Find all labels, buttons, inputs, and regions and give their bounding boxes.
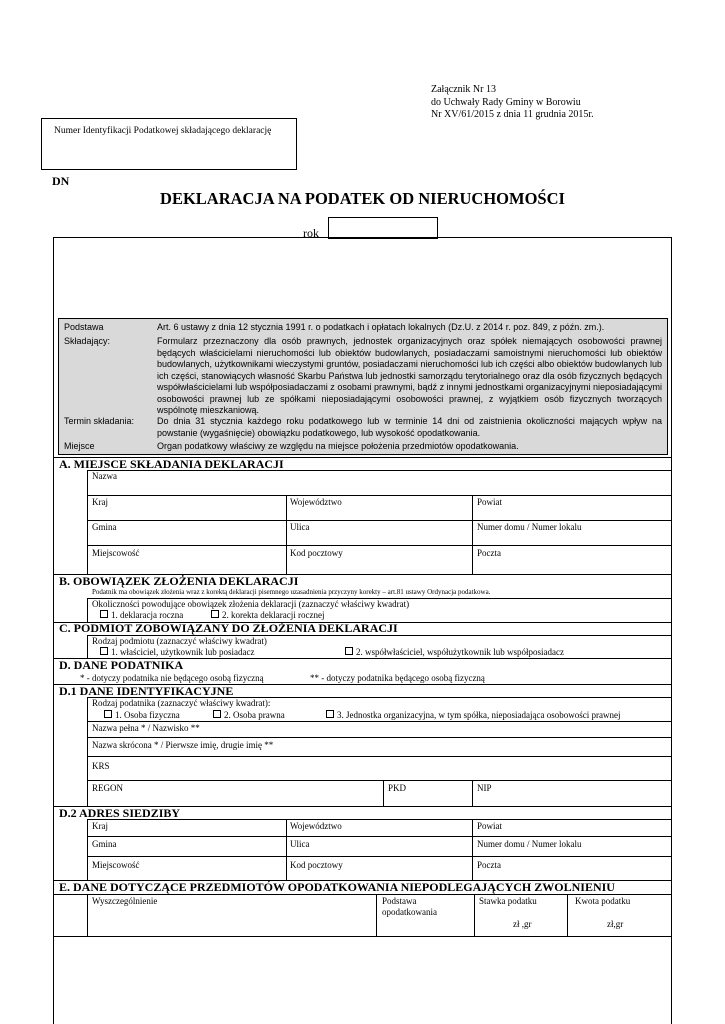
info-box: [58, 318, 668, 455]
c-option-2-label: 2. współwłaściciel, współużytkownik lub współposiadacz: [356, 647, 564, 657]
nip-field[interactable]: [41, 118, 297, 170]
d1-nazwa-pelna-label: Nazwa pełna * / Nazwisko **: [92, 723, 200, 733]
d1-rodzaj-label: Rodzaj podatnika (zaznaczyć właściwy kwadrat):: [92, 698, 271, 708]
c-option-2[interactable]: [345, 647, 564, 657]
d1-pkd-label: PKD: [388, 783, 407, 793]
checkbox-icon[interactable]: [345, 647, 353, 655]
d2-poczta-label: Poczta: [477, 860, 501, 870]
d1-regon-label: REGON: [92, 783, 123, 793]
e-col-opodatkowania: opodatkowania: [382, 907, 437, 917]
d2-ulica-label: Ulica: [290, 839, 310, 849]
d1-nazwa-skrocona-label: Nazwa skrócona * / Pierwsze imię, drugie imię **: [92, 740, 274, 750]
a-gmina-label: Gmina: [92, 522, 117, 532]
a-powiat-label: Powiat: [477, 497, 503, 507]
e-col-stawka: Stawka podatku: [479, 896, 537, 906]
a-miejscowosc-label: Miejscowość: [92, 548, 140, 558]
miejsce-label: Miejsce: [64, 441, 95, 451]
c-option-1[interactable]: [100, 647, 254, 657]
d2-kod-label: Kod pocztowy: [290, 860, 343, 870]
termin-text: Do dnia 31 stycznia każdego roku podatkowego lub w terminie 14 dni od zaistnienia okoliczności mających wpływ na powstanie (wygaśnięcie) obowiązku podatkowego, lub wysokość opodatkowania.: [157, 416, 662, 438]
form-title: DEKLARACJA NA PODATEK OD NIERUCHOMOŚCI: [160, 189, 565, 208]
checkbox-icon[interactable]: [100, 647, 108, 655]
d2-nr-domu-label: Numer domu / Numer lokalu: [477, 839, 582, 849]
skladajacy-text: Formularz przeznaczony dla osób prawnych, jednostek organizacyjnych oraz spółek niemających osobowości prawnej będących właścicielami nieruchomości lub obiektów budowlanych, posiadaczami samoistnymi nieruchomości lub obiektów budowlanych, użytkownikami wieczystymi gruntów, posiadaczami nieruchomości lub ich części albo obiektów budowlanych lub ich części, stanowiących własność Skarbu Państwa lub jednostki samorządu terytorialnego oraz dla osób fizycznych będących współwłaścicielami lub współposiadaczami z osobami prawnymi, bądź z innymi jednostkami organizacyjnymi nieposiadającymi osobowości prawnej lub ze spółkami nieposiadającymi osobowości prawnej, z wyjątkiem osób fizycznych tworzących wspólnotę mieszkaniową.: [157, 336, 662, 415]
a-ulica-label: Ulica: [290, 522, 310, 532]
podstawa-text: Art. 6 ustawy z dnia 12 stycznia 1991 r. o podatkach i opłatach lokalnych (Dz.U. z 2014 r. poz. 849, z późn. zm.).: [157, 322, 605, 332]
d1-option-3-label: 3. Jednostka organizacyjna, w tym spółka, nieposiadająca osobowości prawnej: [337, 710, 621, 720]
checkbox-icon[interactable]: [211, 610, 219, 618]
skladajacy-label: Składający:: [64, 336, 111, 346]
e-col-kwota-unit: zł,gr: [607, 919, 624, 929]
form-code: DN: [52, 174, 70, 188]
d1-option-2-label: 2. Osoba prawna: [224, 710, 285, 720]
d2-kraj-label: Kraj: [92, 821, 108, 831]
d2-powiat-label: Powiat: [477, 821, 503, 831]
b-option-2-label: 2. korekta deklaracji rocznej: [222, 610, 325, 620]
a-nazwa-label: Nazwa: [92, 471, 117, 481]
e-col-kwota: Kwota podatku: [575, 896, 631, 906]
d2-wojewodztwo-label: Województwo: [290, 821, 342, 831]
c-label: Rodzaj podmiotu (zaznaczyć właściwy kwadrat): [92, 636, 267, 646]
checkbox-icon[interactable]: [326, 710, 334, 718]
d2-miejscowosc-label: Miejscowość: [92, 860, 140, 870]
b-option-2[interactable]: [211, 610, 324, 620]
e-col-wyszczegolnienie: Wyszczególnienie: [92, 896, 158, 906]
year-field[interactable]: [328, 217, 438, 239]
b-option-1[interactable]: [100, 610, 183, 620]
d1-option-1[interactable]: [104, 710, 180, 720]
section-d1-title: D.1 DANE IDENTYFIKACYJNE: [59, 684, 234, 698]
d1-option-3[interactable]: [326, 710, 621, 720]
attachment-line-2: do Uchwały Rady Gminy w Borowiu: [431, 96, 581, 108]
b-option-1-label: 1. deklaracja roczna: [111, 610, 184, 620]
b-note: Podatnik ma obowiązek złożenia wraz z korektą deklaracji pisemnego uzasadnienia przyczyny korekty – art.81 ustawy Ordynacja podatkowa.: [92, 588, 491, 596]
section-c-title: C. PODMIOT ZOBOWIĄZANY DO ZŁOŻENIA DEKLARACJI: [59, 621, 398, 635]
section-a-title: A. MIEJSCE SKŁADANIA DEKLARACJI: [59, 457, 284, 471]
a-wojewodztwo-label: Województwo: [290, 497, 342, 507]
section-d-title: D. DANE PODATNIKA: [59, 658, 184, 672]
c-option-1-label: 1. właściciel, użytkownik lub posiadacz: [111, 647, 255, 657]
attachment-line-1: Załącznik Nr 13: [431, 84, 496, 95]
d1-krs-label: KRS: [92, 761, 110, 771]
miejsce-text: Organ podatkowy właściwy ze względu na miejsce położenia przedmiotów opodatkowania.: [157, 441, 519, 451]
a-nr-domu-label: Numer domu / Numer lokalu: [477, 522, 582, 532]
attachment-note: [431, 84, 594, 122]
d2-gmina-label: Gmina: [92, 839, 117, 849]
e-col-podstawa: Podstawa: [382, 896, 417, 906]
podstawa-label: Podstawa: [64, 322, 104, 332]
checkbox-icon[interactable]: [100, 610, 108, 618]
attachment-line-3: Nr XV/61/2015 z dnia 11 grudnia 2015r.: [431, 109, 594, 120]
section-e-title: E. DANE DOTYCZĄCE PRZEDMIOTÓW OPODATKOWANIA NIEPODLEGAJĄCYCH ZWOLNIENIU: [59, 880, 615, 894]
a-poczta-label: Poczta: [477, 548, 501, 558]
d-note-1: * - dotyczy podatnika nie będącego osobą fizyczną: [80, 673, 264, 683]
section-b-title: B. OBOWIĄZEK ZŁOŻENIA DEKLARACJI: [59, 574, 299, 588]
d1-option-1-label: 1. Osoba fizyczna: [115, 710, 180, 720]
d1-option-2[interactable]: [213, 710, 285, 720]
a-kraj-label: Kraj: [92, 497, 108, 507]
d1-nip-label: NIP: [477, 783, 492, 793]
d-note-2: ** - dotyczy podatnika będącego osobą fizyczną: [310, 673, 485, 683]
b-label: Okoliczności powodujące obowiązek złożenia deklaracji (zaznaczyć właściwy kwadrat): [92, 599, 410, 609]
checkbox-icon[interactable]: [104, 710, 112, 718]
checkbox-icon[interactable]: [213, 710, 221, 718]
termin-label: Termin składania:: [64, 416, 135, 426]
section-d2-title: D.2 ADRES SIEDZIBY: [59, 806, 181, 820]
e-col-stawka-unit: zł ,gr: [513, 919, 532, 929]
nip-label: Numer Identyfikacji Podatkowej składającego deklarację: [54, 126, 272, 136]
year-label: rok: [303, 226, 319, 240]
a-kod-label: Kod pocztowy: [290, 548, 343, 558]
